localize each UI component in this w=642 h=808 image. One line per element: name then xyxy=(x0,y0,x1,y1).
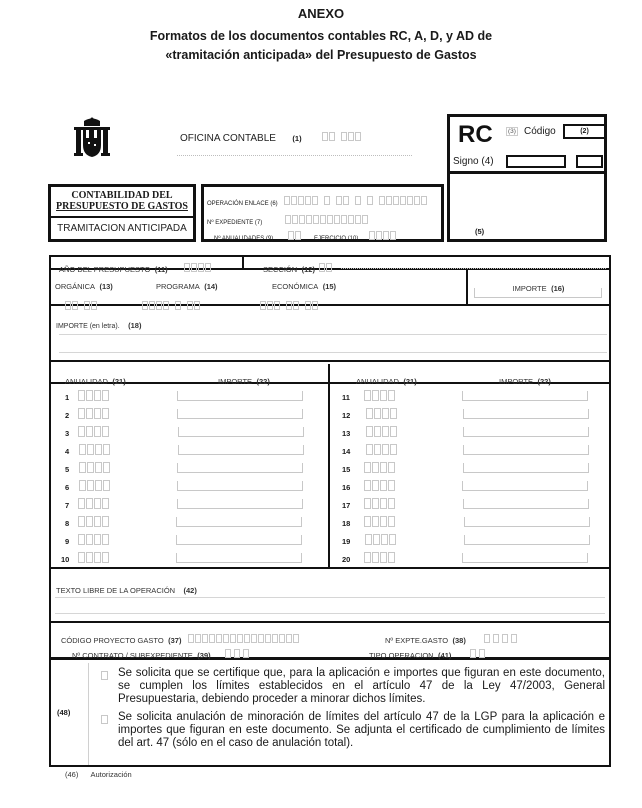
signo-input[interactable] xyxy=(506,155,566,168)
signo-label: Signo xyxy=(453,156,479,167)
divider xyxy=(242,256,244,270)
anualidad-boxes[interactable] xyxy=(78,516,109,527)
tipo-operacion-boxes[interactable] xyxy=(470,649,485,658)
document-subtitle-line2: «tramitación anticipada» del Presupuesto de Gastos xyxy=(165,48,477,62)
operation-box xyxy=(201,184,444,242)
row-number: 19 xyxy=(342,537,351,546)
signo-input-2[interactable] xyxy=(576,155,603,168)
table-row xyxy=(51,496,328,514)
row-number: 6 xyxy=(65,483,70,492)
contabilidad-box xyxy=(48,184,196,242)
importe-letra-num: (18) xyxy=(128,321,142,330)
oficina-contable-label: OFICINA CONTABLE xyxy=(180,133,276,144)
table-row xyxy=(330,406,609,424)
row-number: 17 xyxy=(342,501,351,510)
table-row xyxy=(330,388,609,406)
anualidad-boxes[interactable] xyxy=(364,552,395,563)
seccion-label: SECCIÓN xyxy=(263,265,298,274)
proyecto-gasto-label: CÓDIGO PROYECTO GASTO xyxy=(61,636,164,645)
anualidad-boxes[interactable] xyxy=(364,390,395,401)
row-number: 10 xyxy=(61,555,70,564)
importe-input[interactable] xyxy=(463,445,589,455)
anio-label: AÑO DEL PRESUPUESTO xyxy=(59,265,151,274)
anualidad-boxes[interactable] xyxy=(366,408,397,419)
row-number: 12 xyxy=(342,411,351,420)
programa-num: (14) xyxy=(204,282,218,291)
row-number: 11 xyxy=(342,393,350,402)
col-anualidad-num: (21) xyxy=(112,377,126,386)
anualidad-boxes[interactable] xyxy=(366,444,397,455)
option2-checkbox[interactable] xyxy=(101,715,108,724)
col-anualidad-right: ANUALIDAD xyxy=(356,377,399,386)
texto-libre-line-2[interactable] xyxy=(55,613,605,614)
row-number: 3 xyxy=(65,429,70,438)
document-subtitle-line1: Formatos de los documentos contables RC, A, D, y AD de xyxy=(149,29,493,43)
option1-checkbox[interactable] xyxy=(101,671,108,680)
anualidad-boxes[interactable] xyxy=(78,552,109,563)
contrato-field[interactable] xyxy=(72,645,249,663)
anualidades-table xyxy=(51,364,609,569)
col-anualidad-left: ANUALIDAD xyxy=(65,377,108,386)
seccion-line xyxy=(341,268,606,269)
importe-input[interactable] xyxy=(177,499,303,509)
table-row xyxy=(330,550,609,568)
table-row xyxy=(51,424,328,442)
rc-title: RC xyxy=(458,121,493,148)
importe-input[interactable] xyxy=(176,553,302,563)
importe-input[interactable] xyxy=(462,553,588,563)
importe-input[interactable] xyxy=(176,517,302,527)
tramitacion-anticipada-label: TRAMITACION ANTICIPADA xyxy=(57,223,187,234)
certificate-num-cell xyxy=(51,663,89,765)
importe-letra-label: IMPORTE (en letra). xyxy=(56,323,120,330)
row-number: 15 xyxy=(342,465,351,474)
autorizacion-num: (46) xyxy=(65,770,79,779)
anualidad-boxes[interactable] xyxy=(78,426,109,437)
coat-of-arms-icon xyxy=(74,117,110,159)
seccion-boxes[interactable] xyxy=(319,263,332,272)
expediente-boxes[interactable] xyxy=(285,215,368,224)
anualidades-header xyxy=(51,364,609,384)
importe-input[interactable] xyxy=(177,481,303,491)
oficina-contable-line xyxy=(177,155,412,156)
table-row xyxy=(330,532,609,550)
anualidad-boxes[interactable] xyxy=(78,390,109,401)
importe-16-num: (16) xyxy=(551,284,565,293)
operacion-enlace-field[interactable] xyxy=(207,192,427,210)
table-row xyxy=(330,514,609,532)
anualidad-boxes[interactable] xyxy=(79,444,110,455)
importe-input[interactable] xyxy=(463,463,589,473)
certificate-num: (48) xyxy=(57,708,71,717)
expediente-label: Nº EXPEDIENTE (7) xyxy=(207,220,263,226)
anualidad-boxes[interactable] xyxy=(78,498,109,509)
contrato-label: Nº CONTRATO / SUBEXPEDIENTE xyxy=(72,651,193,660)
option1-text: Se solicita que se certifique que, para la aplicación e importes que figuran en este documento, se cumplen los límites establecidos en el artículo 47 de la Ley 47/2003, General Presupuestaria, debiendo proceder a minorar dichos límites. xyxy=(118,667,605,705)
anualidades-left-rows xyxy=(51,388,328,568)
anualidad-boxes[interactable] xyxy=(366,426,397,437)
codes-section xyxy=(51,625,609,660)
anualidad-boxes[interactable] xyxy=(78,408,109,419)
row-number: 13 xyxy=(342,429,351,438)
col-importe-right: IMPORTE xyxy=(499,377,534,386)
importe-input[interactable] xyxy=(177,391,303,401)
table-row xyxy=(51,550,328,568)
programa-label: PROGRAMA xyxy=(156,282,200,291)
anualidad-boxes[interactable] xyxy=(364,516,395,527)
expte-gasto-label: Nº EXPTE.GASTO xyxy=(385,636,449,645)
codigo-input[interactable]: (2) xyxy=(563,124,606,139)
col-importe-num: (22) xyxy=(256,377,270,386)
importe-input[interactable] xyxy=(177,409,303,419)
importe-16-field[interactable] xyxy=(468,272,609,304)
ejercicio-label: EJERCICIO (10) xyxy=(314,236,359,242)
col-importe-left: IMPORTE xyxy=(218,377,253,386)
oficina-contable-field[interactable] xyxy=(180,128,361,146)
rc-num: (3) xyxy=(508,128,516,135)
row-number: 2 xyxy=(65,411,70,420)
codigo-label: Código xyxy=(524,126,556,137)
oficina-contable-boxes[interactable] xyxy=(322,132,361,141)
box-5-num: (5) xyxy=(475,227,485,236)
tipo-operacion-num: (41) xyxy=(438,651,452,660)
row-number: 16 xyxy=(342,483,351,492)
signo-num: (4) xyxy=(481,156,494,167)
certificate-section xyxy=(51,663,609,765)
row-number: 14 xyxy=(342,447,351,456)
anualidades-field[interactable] xyxy=(214,227,301,245)
anualidades-boxes[interactable] xyxy=(288,231,301,240)
table-row xyxy=(330,460,609,478)
expte-gasto-num: (38) xyxy=(452,636,466,645)
anualidad-boxes[interactable] xyxy=(78,534,109,545)
row-number: 4 xyxy=(65,447,70,456)
importe-16-label: IMPORTE xyxy=(512,284,547,293)
table-row xyxy=(330,478,609,496)
oficina-contable-num: (1) xyxy=(292,134,302,143)
importe-input[interactable] xyxy=(177,463,303,473)
importe-letra-line-1[interactable] xyxy=(59,334,607,335)
anualidad-boxes[interactable] xyxy=(364,462,395,473)
col-importe-num: (22) xyxy=(537,377,551,386)
importe-input[interactable] xyxy=(176,535,302,545)
tipo-operacion-label: TIPO OPERACION xyxy=(369,651,434,660)
table-row xyxy=(330,442,609,460)
box-5[interactable] xyxy=(447,171,607,242)
importe-input[interactable] xyxy=(178,427,304,437)
row-number: 9 xyxy=(65,537,70,546)
seccion-num: (12) xyxy=(301,265,315,274)
table-row xyxy=(51,478,328,496)
anualidad-boxes[interactable] xyxy=(364,498,395,509)
proyecto-gasto-num: (37) xyxy=(168,636,182,645)
importe-letra-line-2[interactable] xyxy=(59,352,607,353)
ejercicio-field[interactable] xyxy=(314,227,396,245)
table-row xyxy=(51,388,328,406)
autorizacion-label: Autorización xyxy=(90,770,132,779)
anio-num: (11) xyxy=(154,265,168,274)
table-row xyxy=(51,532,328,550)
economica-num: (15) xyxy=(322,282,337,291)
importe-16-input[interactable] xyxy=(474,288,602,298)
anualidades-right-rows xyxy=(330,388,609,568)
row-number: 5 xyxy=(65,465,70,474)
anualidad-boxes[interactable] xyxy=(79,480,110,491)
contabilidad-line2: PRESUPUESTO DE GASTOS xyxy=(56,201,188,212)
texto-libre-num: (42) xyxy=(183,586,197,595)
signo-field xyxy=(453,156,494,167)
table-row xyxy=(330,424,609,442)
importe-input[interactable] xyxy=(463,427,589,437)
importe-letra-section xyxy=(51,308,609,362)
anio-boxes[interactable] xyxy=(184,263,211,272)
table-row xyxy=(51,442,328,460)
row-number: 20 xyxy=(342,555,351,564)
economica-label: ECONÓMICA xyxy=(272,282,319,291)
col-anualidad-num: (21) xyxy=(403,377,417,386)
texto-libre-line-1[interactable] xyxy=(55,597,605,598)
table-row xyxy=(51,406,328,424)
rc-box xyxy=(447,114,607,174)
operacion-enlace-label: OPERACIÓN ENLACE (6) xyxy=(207,201,278,207)
budget-year-row xyxy=(51,257,609,274)
importe-input[interactable] xyxy=(178,445,304,455)
texto-libre-section xyxy=(51,571,609,623)
anualidad-boxes[interactable] xyxy=(365,534,396,545)
anualidades-label: Nº ANUALIDADES (9) xyxy=(214,236,274,242)
row-number: 7 xyxy=(65,501,70,510)
classification-row xyxy=(51,272,609,306)
importe-input[interactable] xyxy=(463,409,589,419)
importe-input[interactable] xyxy=(463,499,589,509)
table-row xyxy=(51,514,328,532)
importe-input[interactable] xyxy=(462,391,588,401)
anualidad-boxes[interactable] xyxy=(79,462,110,473)
organica-num: (13) xyxy=(99,282,113,291)
proyecto-gasto-boxes[interactable] xyxy=(188,634,299,643)
contrato-boxes[interactable] xyxy=(225,649,249,658)
ejercicio-boxes[interactable] xyxy=(369,231,396,240)
importe-input[interactable] xyxy=(462,481,588,491)
operacion-enlace-boxes[interactable] xyxy=(284,196,427,205)
contabilidad-line1: CONTABILIDAD DEL xyxy=(71,190,173,201)
row-number: 18 xyxy=(342,519,351,528)
annex-title: ANEXO xyxy=(297,6,345,21)
texto-libre-label: TEXTO LIBRE DE LA OPERACIÓN xyxy=(56,586,176,595)
row-number: 1 xyxy=(65,393,70,402)
contrato-num: (39) xyxy=(197,651,211,660)
table-row xyxy=(330,496,609,514)
organica-label: ORGÁNICA xyxy=(55,282,96,291)
anualidad-boxes[interactable] xyxy=(364,480,395,491)
importe-input[interactable] xyxy=(464,535,590,545)
row-number: 8 xyxy=(65,519,70,528)
table-row xyxy=(51,460,328,478)
tipo-operacion-field[interactable] xyxy=(369,645,485,663)
importe-input[interactable] xyxy=(464,517,590,527)
expte-gasto-boxes[interactable] xyxy=(484,634,517,643)
autorizacion-footer xyxy=(65,770,132,779)
option2-text: Se solicita anulación de minoración de límites del artículo 47 de la LGP para la aplicación e importes que figuran en este documento. Se adjunta el certificado de cumplimiento de límites del art. 47 (sólo en el caso de anulación total). xyxy=(118,711,605,749)
